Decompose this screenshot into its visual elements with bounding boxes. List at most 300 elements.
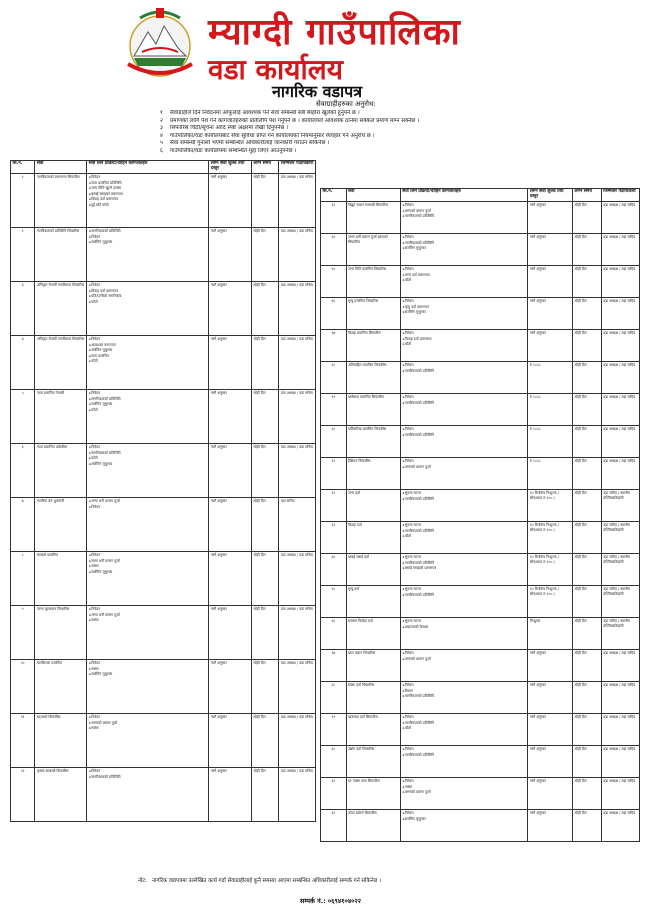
required-documents <box>87 282 209 336</box>
service-time: सोही दिन <box>251 498 278 552</box>
responsible-officer: वडा सचिव / स्थानीय पञ्जिकाधिकारी <box>601 490 639 522</box>
required-documents <box>400 490 528 522</box>
service-time: सोही दिन <box>573 298 602 330</box>
column-header: जिम्मेवार पदाधिकारी <box>279 161 316 174</box>
row-number: १६ <box>321 298 347 330</box>
responsible-officer: वडा अध्यक्ष / वडा सचिव <box>601 426 639 458</box>
responsible-officer: वडा सचिव <box>279 498 316 552</box>
document-step: ➤ नागरिकताको प्रतिलिपि <box>89 775 207 780</box>
document-step: ➤ नागरिकताको प्रतिलिपि <box>402 593 526 598</box>
service-time: सोही दिन <box>573 810 602 842</box>
service-fee: रु ५००/- <box>528 426 573 458</box>
service-name: जग्गा धनी प्रमाण पुर्जा हराएको सिफारिस <box>346 234 400 266</box>
service-fee: नर्स्ने अनुसार <box>528 746 573 778</box>
document-step: ➤ फोटो <box>89 359 207 364</box>
document-step: ➤ फोटो <box>402 342 526 347</box>
row-number: २ <box>11 228 35 282</box>
table-row <box>321 362 640 394</box>
office-title: वडा कार्यालय <box>208 53 344 86</box>
pledge-text: सिफारिस चिठी/सूचना आदि स्पष्ट अक्षरमा लेखी दिनुपर्नेछ । <box>170 125 289 132</box>
pledge-item <box>160 118 570 126</box>
service-time: सोही दिन <box>573 714 602 746</box>
pledge-item <box>160 133 570 141</box>
service-fee: नर्स्ने अनुसार <box>528 682 573 714</box>
service-fee: नर्स्ने अनुसार <box>528 298 573 330</box>
responsible-officer: वडा अध्यक्ष / वडा सचिव <box>601 458 639 490</box>
row-number: २६ <box>321 618 347 650</box>
pledge-text: सेवाग्राहीले दिने निवेदनमा आफुलाई आवश्यक पर्ने सेवा सम्बन्धी सबै ब्यहोरा खुलेको हुनुपर्ने छ । <box>170 110 360 116</box>
service-name: घर नक्सा पास सिफारिस <box>346 778 400 810</box>
table-row <box>321 554 640 586</box>
document-step: ➤ दुई प्रति फोटो <box>89 203 207 208</box>
document-step: ➤ निवेदन <box>89 607 207 612</box>
service-fee: ३५ दिनभित्र निःशुल्क / सोपश्चात रु २०० /- <box>528 490 573 522</box>
table-row <box>321 522 640 554</box>
document-step: ➤ सर्जमिन मुचुल्का <box>89 570 207 575</box>
responsible-officer: वडा अध्यक्ष / वडा सचिव <box>601 202 639 234</box>
service-fee: नर्स्ने अनुसार <box>209 498 252 552</box>
service-time: सोही दिन <box>573 202 602 234</box>
service-fee: निःशुल्क <box>528 618 573 650</box>
responsible-officer: वडा अध्यक्ष / वडा सचिव <box>601 810 639 842</box>
pledge-number: ४ <box>160 132 163 139</box>
service-name: विवाह प्रमाणित सिफारिस <box>346 330 400 362</box>
table-row <box>321 202 640 234</box>
service-fee: रु ५००/- <box>528 458 573 490</box>
service-time: सोही दिन <box>251 336 278 390</box>
table-row <box>321 650 640 682</box>
service-name: पारिवारिक प्रमाणित सिफारिस <box>346 426 400 458</box>
responsible-officer: वडा अध्यक्ष / वडा सचिव <box>601 682 639 714</box>
service-time: सोही दिन <box>573 362 602 394</box>
required-documents <box>400 330 528 362</box>
row-number: २१ <box>321 458 347 490</box>
service-time: सोही दिन <box>251 390 278 444</box>
service-name: अंगिकृत नेपाली नागरिकता सिफारिस <box>35 282 87 336</box>
document-step: ➤ विवाह दर्ता प्रमाणपत्र <box>89 197 207 202</box>
responsible-officer: वडा सचिव / स्थानीय पञ्जिकाधिकारी <box>601 618 639 650</box>
service-name: अंगिकृत नेपाली नागरिकता सिफारिस <box>35 336 87 390</box>
document-step: ➤ विवाह दर्ता प्रमाणपत्र <box>402 337 526 342</box>
document-step: ➤ नागरिकताको प्रतिलिपि <box>402 529 526 534</box>
service-time: सोही दिन <box>573 746 602 778</box>
service-name: जग्गा मूल्यांकन सिफारिस <box>35 606 87 660</box>
service-name: नागरिकताको प्रमाणपत्र सिफारिस <box>35 174 87 228</box>
service-fee: नर्स्ने अनुसार <box>528 234 573 266</box>
document-step: ➤ नागरिकताको प्रतिलिपि <box>402 561 526 566</box>
row-number: २९ <box>321 714 347 746</box>
service-fee: रु ५००/- <box>528 362 573 394</box>
document-step: ➤ फोटो <box>402 534 526 539</box>
document-step: ➤ सूचना फारम <box>402 555 526 560</box>
document-step: ➤ निवेदन <box>89 235 207 240</box>
document-step: ➤ नागरिकताको प्रतिलिपि <box>402 753 526 758</box>
service-fee: नर्स्ने अनुसार <box>209 228 252 282</box>
row-number: ३ <box>11 282 35 336</box>
responsible-officer: वडा अध्यक्ष / वडा सचिव <box>601 330 639 362</box>
table-row <box>11 552 316 606</box>
pledge-list <box>160 110 570 156</box>
service-time: सोही दिन <box>251 714 278 768</box>
table-row <box>11 714 316 768</box>
row-number: ३२ <box>321 810 347 842</box>
document-step: ➤ नागरिकताको प्रतिलिपि <box>402 721 526 726</box>
service-time: सोही दिन <box>573 458 602 490</box>
required-documents <box>87 336 209 390</box>
document-step: ➤ जग्गाको प्रमाण पुर्जा <box>402 209 526 214</box>
document-step: ➤ नागरिकताको प्रतिलिपि <box>402 369 526 374</box>
responsible-officer: वडा सचिव / स्थानीय पञ्जिकाधिकारी <box>601 522 639 554</box>
service-name: नाता प्रमाणित अंग्रेजीमा <box>35 444 87 498</box>
document-step: ➤ सूचना फारम <box>402 523 526 528</box>
required-documents <box>400 810 528 842</box>
document-step: ➤ निवेदन <box>402 203 526 208</box>
document-step: ➤ निवेदन <box>402 683 526 688</box>
document-title: नागरिक वडापत्र <box>272 82 363 101</box>
document-step: ➤ निवेदन <box>402 651 526 656</box>
pledge-number: १ <box>160 110 163 116</box>
responsible-officer: वडा अध्यक्ष / वडा सचिव <box>601 234 639 266</box>
column-header: सेवा लिने प्रक्रिया/चाहिने कागजातहरु <box>400 189 528 202</box>
row-number: २५ <box>321 586 347 618</box>
service-time: सोही दिन <box>251 174 278 228</box>
table-header-row <box>11 161 316 174</box>
pledge-text: सेवा सम्बन्धी गुनासो भएमा सम्बन्धित अधिकारीलाई जानकारी गराउन सकिनेछ । <box>170 140 330 147</box>
required-documents <box>400 362 528 394</box>
responsible-officer: वडा अध्यक्ष / वडा सचिव <box>279 282 316 336</box>
document-step: ➤ पति/पत्नीको नागरिकता <box>89 294 207 299</box>
document-step: ➤ जग्गा धनी प्रमाण पुर्जा <box>89 613 207 618</box>
charter-table-left <box>10 160 316 822</box>
service-name: कृषक सम्बन्धी सिफारिस <box>35 768 87 822</box>
document-step: ➤ निवेदन <box>402 715 526 720</box>
table-row <box>11 606 316 660</box>
document-step: ➤ जग्गाको प्रमाण पुर्जा <box>89 721 207 726</box>
document-step: ➤ मृत्यु दर्ता प्रमाणपत्र <box>402 305 526 310</box>
nepal-emblem-icon <box>120 4 200 84</box>
service-time: सोही दिन <box>251 660 278 714</box>
service-name: उद्योग दर्ता सिफारिस <box>346 746 400 778</box>
column-header: सि.नं. <box>11 161 35 174</box>
responsible-officer: वडा अध्यक्ष / वडा सचिव <box>279 768 316 822</box>
table-row <box>321 618 640 650</box>
table-row <box>321 426 640 458</box>
required-documents <box>400 522 528 554</box>
document-step: ➤ अदालतको फैसला <box>402 625 526 630</box>
document-step: ➤ नागरिकताको प्रतिलिपि <box>402 214 526 219</box>
row-number: २८ <box>321 682 347 714</box>
row-number: १३ <box>321 202 347 234</box>
document-step: ➤ जन्म मिति खुल्ने प्रमाण <box>89 186 207 191</box>
service-name: बसोबास प्रमाणित सिफारिस <box>346 394 400 426</box>
service-name: नाता प्रमाणित नेपाली <box>35 390 87 444</box>
document-step: ➤ आवश्यक कागजात <box>89 343 207 348</box>
document-step: ➤ निवेदन <box>89 769 207 774</box>
document-step: ➤ फोटो <box>402 726 526 731</box>
row-number: १७ <box>321 330 347 362</box>
document-step: ➤ निवेदन <box>402 395 526 400</box>
service-fee: नर्स्ने अनुसार <box>528 202 573 234</box>
row-number: २० <box>321 426 347 458</box>
service-fee: नर्स्ने अनुसार <box>209 768 252 822</box>
document-step: ➤ निवेदन <box>89 505 207 510</box>
service-time: सोही दिन <box>573 778 602 810</box>
required-documents <box>400 714 528 746</box>
pledge-number: ५ <box>160 140 163 147</box>
required-documents <box>400 586 528 618</box>
table-row <box>321 298 640 330</box>
required-documents <box>87 390 209 444</box>
pledge-number: ६ <box>160 147 163 154</box>
table-row <box>321 330 640 362</box>
row-number: २२ <box>321 490 347 522</box>
required-documents <box>400 458 528 490</box>
table-row <box>11 390 316 444</box>
pledge-item <box>160 125 570 133</box>
service-time: सोही दिन <box>573 650 602 682</box>
document-step: ➤ सर्जमिन मुचुल्का <box>89 402 207 407</box>
required-documents <box>400 266 528 298</box>
row-number: १९ <box>321 394 347 426</box>
document-step: ➤ फोटो <box>89 456 207 461</box>
document-step: ➤ नक्सा <box>402 785 526 790</box>
table-row <box>321 714 640 746</box>
document-subtitle: सेवाग्राहीहरुका अनुरोध: <box>316 100 376 108</box>
table-row <box>11 336 316 390</box>
pledge-number: २ <box>160 117 163 124</box>
service-name: अविवाहित प्रमाणित सिफारिस <box>346 362 400 394</box>
table-row <box>321 490 640 522</box>
service-fee: नर्स्ने अनुसार <box>209 444 252 498</box>
table-row <box>11 444 316 498</box>
service-time: सोही दिन <box>573 618 602 650</box>
table-row <box>321 810 640 842</box>
service-name: मृत्यु प्रमाणित सिफारिस <box>346 298 400 330</box>
column-header: सेवा लिने प्रक्रिया/चाहिने कागजातहरु <box>87 161 209 174</box>
document-step: ➤ जग्गाको प्रमाण पुर्जा <box>402 465 526 470</box>
service-fee: रु ५००/- <box>528 394 573 426</box>
required-documents <box>400 746 528 778</box>
table-row <box>321 234 640 266</box>
document-step: ➤ निवेदन <box>402 459 526 464</box>
service-time: सोही दिन <box>251 606 278 660</box>
document-step: ➤ बसाइँ सराइको प्रमाणपत्र <box>402 566 526 571</box>
service-fee: नर्स्ने अनुसार <box>528 330 573 362</box>
note-text: नागरिक वडापत्रमा उल्लेखित कार्य गर्दा सेवाग्राहीलाई कुनै समस्या आएमा सम्बन्धित अधिकारीलाई सम्पर्क गर्न सकिनेछ । <box>152 878 382 884</box>
responsible-officer: वडा अध्यक्ष / वडा सचिव <box>601 714 639 746</box>
pledge-number: ३ <box>160 125 163 132</box>
document-step: ➤ निवेदन <box>89 337 207 342</box>
required-documents <box>87 228 209 282</box>
service-time: सोही दिन <box>573 330 602 362</box>
document-step: ➤ निवेदन <box>402 363 526 368</box>
pledge-item <box>160 140 570 148</box>
contact-number: सम्पर्क नं.: ०६९४१०४०२२ <box>300 897 362 905</box>
document-step: ➤ जन्म दर्ता प्रमाणपत्र <box>402 273 526 278</box>
service-time: सोही दिन <box>251 228 278 282</box>
service-fee: नर्स्ने अनुसार <box>209 336 252 390</box>
required-documents <box>87 768 209 822</box>
table-row <box>11 228 316 282</box>
service-name: चारकिल्ला प्रमाणित <box>35 660 87 714</box>
service-name: घरबाटो प्रमाणित <box>35 552 87 606</box>
service-name: विवाह दर्ता <box>346 522 400 554</box>
responsible-officer: वडा अध्यक्ष / वडा सचिव <box>601 746 639 778</box>
document-step: ➤ निवेदन <box>402 267 526 272</box>
document-step: ➤ नागरिकताको प्रतिलिपि <box>402 694 526 699</box>
service-time: सोही दिन <box>251 444 278 498</box>
service-time: सोही दिन <box>573 554 602 586</box>
required-documents <box>87 444 209 498</box>
service-fee: नर्स्ने अनुसार <box>209 174 252 228</box>
service-name: धारा जडान सिफारिस <box>346 650 400 682</box>
row-number: ११ <box>11 714 35 768</box>
responsible-officer: वडा अध्यक्ष / वडा सचिव <box>601 362 639 394</box>
service-name: व्यवसाय दर्ता सिफारिस <box>346 714 400 746</box>
responsible-officer: वडा अध्यक्ष / वडा सचिव <box>279 228 316 282</box>
citizen-charter-tables <box>10 160 640 880</box>
document-step: ➤ नागरिकताको प्रतिलिपि <box>89 451 207 456</box>
row-number: २४ <box>321 554 347 586</box>
required-documents <box>87 714 209 768</box>
document-step: ➤ नक्सा <box>89 618 207 623</box>
required-documents <box>400 618 528 650</box>
table-row <box>321 778 640 810</box>
document-step: ➤ नक्सा <box>89 726 207 731</box>
required-documents <box>87 606 209 660</box>
table-row <box>321 458 640 490</box>
service-fee: ३५ दिनभित्र निःशुल्क / सोपश्चात रु २०० /- <box>528 522 573 554</box>
service-fee: नर्स्ने अनुसार <box>528 778 573 810</box>
responsible-officer: वडा अध्यक्ष / वडा सचिव <box>279 660 316 714</box>
document-step: ➤ निवेदन <box>89 445 207 450</box>
document-step: ➤ निवेदन <box>402 235 526 240</box>
service-name: घर/बाटो सिफारिस <box>35 714 87 768</box>
required-documents <box>400 778 528 810</box>
document-step: ➤ फोटो <box>402 278 526 283</box>
document-step: ➤ नागरिकताको प्रतिलिपि <box>402 401 526 406</box>
charter-table-right <box>320 188 640 842</box>
service-fee: नर्स्ने अनुसार <box>528 714 573 746</box>
service-fee: नर्स्ने अनुसार <box>209 714 252 768</box>
document-step: ➤ विवाह दर्ता प्रमाणपत्र <box>89 289 207 294</box>
document-step: ➤ नागरिकताको प्रतिलिपि <box>402 497 526 502</box>
responsible-officer: वडा अध्यक्ष / वडा सचिव <box>601 298 639 330</box>
service-name: नागरिकताको प्रतिलिपि सिफारिस <box>35 228 87 282</box>
service-name: मृत्यु दर्ता <box>346 586 400 618</box>
document-step: ➤ सूचना फारम <box>402 619 526 624</box>
document-step: ➤ निवेदन <box>89 283 207 288</box>
responsible-officer: वडा अध्यक्ष / वडा सचिव <box>601 266 639 298</box>
responsible-officer: वडा अध्यक्ष / वडा सचिव <box>279 390 316 444</box>
responsible-officer: वडा अध्यक्ष / वडा सचिव <box>279 552 316 606</box>
service-fee: नर्स्ने अनुसार <box>209 552 252 606</box>
document-step: ➤ नागरिकताको प्रतिलिपि <box>89 229 207 234</box>
table-header-row <box>321 189 640 202</box>
required-documents <box>400 394 528 426</box>
document-step: ➤ विधान <box>402 689 526 694</box>
document-step: ➤ जग्गा धनी प्रमाण पुर्जा <box>89 559 207 564</box>
header <box>0 0 650 154</box>
document-step: ➤ निवेदन <box>402 427 526 432</box>
row-number: १० <box>11 660 35 714</box>
service-name: सम्बन्ध विच्छेद दर्ता <box>346 618 400 650</box>
table-row <box>11 174 316 228</box>
row-number: ८ <box>11 552 35 606</box>
service-fee: ३५ दिनभित्र निःशुल्क / सोपश्चात रु २०० /- <box>528 554 573 586</box>
responsible-officer: वडा अध्यक्ष / वडा सचिव <box>279 444 316 498</box>
required-documents <box>400 202 528 234</box>
document-step: ➤ जग्गा धनी प्रमाण पुर्जा <box>89 499 207 504</box>
document-step: ➤ निवेदन <box>402 747 526 752</box>
document-step: ➤ जग्गाको प्रमाण पुर्जा <box>402 657 526 662</box>
required-documents <box>87 660 209 714</box>
responsible-officer: वडा अध्यक्ष / वडा सचिव <box>601 778 639 810</box>
service-fee: नर्स्ने अनुसार <box>209 606 252 660</box>
document-step: ➤ नाता प्रमाणित <box>89 354 207 359</box>
responsible-officer: वडा सचिव / स्थानीय पञ्जिकाधिकारी <box>601 554 639 586</box>
document-step: ➤ नागरिकताको प्रतिलिपि <box>402 241 526 246</box>
document-step: ➤ नाता प्रमाणित प्रतिलिपि <box>89 181 207 186</box>
required-documents <box>87 498 209 552</box>
table-row <box>11 498 316 552</box>
document-step: ➤ निवेदन <box>89 175 207 180</box>
row-number: २७ <box>321 650 347 682</box>
municipality-title: म्याग्दी गाउँपालिका <box>208 12 461 53</box>
document-step: ➤ निवेदन <box>402 811 526 816</box>
responsible-officer: वडा अध्यक्ष / वडा सचिव <box>601 394 639 426</box>
required-documents <box>400 554 528 586</box>
required-documents <box>400 426 528 458</box>
service-time: सोही दिन <box>573 266 602 298</box>
required-documents <box>87 552 209 606</box>
footer-note <box>138 878 592 885</box>
document-step: ➤ निवेदन <box>89 391 207 396</box>
service-fee: नर्स्ने अनुसार <box>209 660 252 714</box>
responsible-officer: वडा अध्यक्ष / वडा सचिव <box>279 336 316 390</box>
service-time: सोही दिन <box>573 234 602 266</box>
document-step: ➤ निवेदन <box>402 331 526 336</box>
service-time: सोही दिन <box>573 426 602 458</box>
table-row <box>11 768 316 822</box>
service-fee: नर्स्ने अनुसार <box>209 282 252 336</box>
row-number: ५ <box>11 390 35 444</box>
document-step: ➤ सर्जमिन मुचुल्का <box>89 348 207 353</box>
column-header: लाग्ने सेवा शुल्क तथा दस्तुर <box>209 161 252 174</box>
responsible-officer: वडा सचिव / स्थानीय पञ्जिकाधिकारी <box>601 586 639 618</box>
column-header: जिम्मेवार पदाधिकारी <box>601 189 639 202</box>
service-name: नागरिक कर भुक्तानी <box>35 498 87 552</box>
required-documents <box>400 298 528 330</box>
service-name: जन्म मिति प्रमाणित सिफारिस <box>346 266 400 298</box>
service-name: हैसियत सिफारिस <box>346 458 400 490</box>
table-row <box>321 394 640 426</box>
column-header: सेवा <box>346 189 400 202</box>
service-name: कोठा खोल्ने सिफारिस <box>346 810 400 842</box>
service-name: बसाई सराई दर्ता <box>346 554 400 586</box>
row-number: ९ <box>11 606 35 660</box>
service-time: सोही दिन <box>573 586 602 618</box>
service-name: विद्युत जडान सम्बन्धी सिफारिस <box>346 202 400 234</box>
responsible-officer: वडा अध्यक्ष / वडा सचिव <box>279 174 316 228</box>
row-number: ४ <box>11 336 35 390</box>
table-row <box>321 266 640 298</box>
document-step: ➤ सर्जमिन मुचुल्का <box>402 817 526 822</box>
row-number: १८ <box>321 362 347 394</box>
row-number: १२ <box>11 768 35 822</box>
responsible-officer: वडा अध्यक्ष / वडा सचिव <box>601 650 639 682</box>
required-documents <box>400 650 528 682</box>
